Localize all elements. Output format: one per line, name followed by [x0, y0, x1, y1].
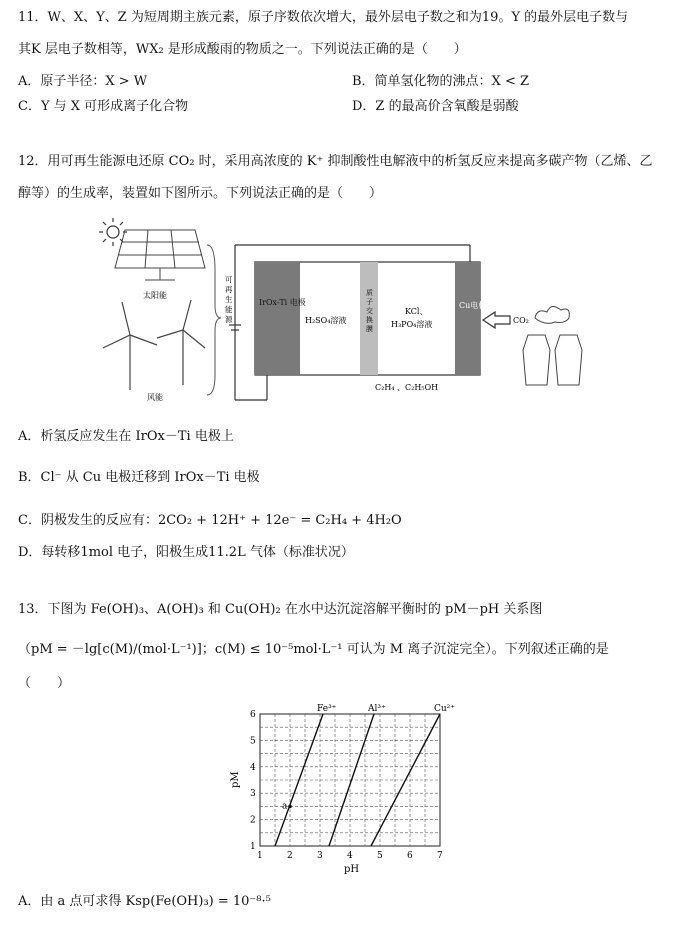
q11-stem-line2: 其K 层电子数相等，WX₂ 是形成酸雨的物质之一。下列说法正确的是（ ） [18, 42, 467, 57]
chart-x-axis-label: pH [344, 864, 360, 875]
q13-stem-line2: （pM = －lg[c(M)/(mol·L⁻¹)]；c(M) ≤ 10⁻⁵mol·L⁻¹ 可认为 M 离子沉淀完全）。下列叙述正确的是 [18, 642, 609, 657]
q12-stem-line2: 醇等）的生成率，装置如下图所示。下列说法正确的是（ ） [18, 186, 383, 201]
catholyte-label-2: H₃PO₄溶液 [391, 320, 433, 329]
solar-panel-icon [115, 230, 205, 280]
point-a-marker [288, 805, 292, 809]
membrane-label: 质子交换膜 [366, 289, 373, 333]
q12-option-d: D．每转移1mol 电子，阳极生成11.2L 气体（标准状况） [18, 545, 354, 560]
q11-option-d: D．Z 的最高价含氧酸是弱酸 [352, 99, 519, 114]
y-tick-label: 4 [250, 762, 256, 773]
y-tick-label: 2 [250, 815, 256, 826]
cathode-electrode [455, 262, 480, 375]
co2-inlet-arrow-icon [483, 312, 510, 328]
chart-grid [260, 714, 440, 846]
q12-option-a: A．析氢反应发生在 IrOx－Ti 电极上 [18, 429, 234, 444]
electrolysis-apparatus-diagram [95, 210, 605, 410]
q12-stem-line1: 12．用可再生能源电还原 CO₂ 时，采用高浓度的 K⁺ 抑制酸性电解液中的析氢反应来提高多碳产物（乙烯、乙 [18, 154, 653, 169]
chart-ticks [250, 710, 443, 861]
cathode-label: Cu电极 [459, 301, 487, 310]
chart-y-axis-label: pM [230, 771, 241, 788]
q11-option-b: B．简单氢化物的沸点：X < Z [352, 74, 529, 89]
y-tick-label: 1 [250, 842, 256, 852]
x-tick-label: 1 [257, 851, 263, 861]
q13-stem-line1: 13．下图为 Fe(OH)₃、A(OH)₃ 和 Cu(OH)₂ 在水中达沉淀溶解平衡时的 pM－pH 关系图 [18, 602, 543, 617]
x-tick-label: 4 [347, 851, 353, 861]
catholyte-label-1: KCl、 [405, 307, 428, 316]
co2-label: CO₂ [513, 316, 529, 325]
anode-electrode [255, 262, 300, 375]
q11-option-c: C．Y 与 X 可形成离子化合物 [18, 99, 189, 114]
anolyte-label: H₂SO₄溶液 [305, 316, 347, 325]
wind-label: 风能 [147, 393, 163, 402]
x-tick-label: 5 [377, 851, 383, 861]
x-tick-label: 7 [437, 851, 443, 861]
x-tick-label: 6 [407, 851, 413, 861]
q13-stem-line3: （ ） [18, 676, 71, 691]
q11-option-a: A．原子半径：X > W [18, 74, 148, 89]
point-a-label: a [282, 801, 288, 812]
solar-label: 太阳能 [143, 291, 167, 300]
q13-option-a: A．由 a 点可求得 Ksp(Fe(OH)₃) = 10⁻⁸·⁵ [18, 894, 271, 909]
y-tick-label: 6 [250, 710, 256, 720]
series-label-0: Fe³⁺ [317, 704, 337, 714]
q12-option-c: C．阴极发生的反应有：2CO₂ + 12H⁺ + 12e⁻ = C₂H₄ + 4H₂O [18, 513, 402, 528]
factory-icon [523, 306, 582, 385]
y-tick-label: 5 [250, 736, 256, 747]
x-tick-label: 2 [287, 851, 293, 861]
x-tick-label: 3 [317, 851, 323, 861]
series-label-2: Cu²⁺ [434, 704, 456, 714]
y-tick-label: 3 [250, 789, 256, 800]
q12-option-b: B．Cl⁻ 从 Cu 电极迁移到 IrOx－Ti 电极 [18, 470, 260, 485]
series-label-1: Al³⁺ [368, 704, 386, 714]
q11-stem-line1: 11．W、X、Y、Z 为短周期主族元素，原子序数依次增大，最外层电子数之和为19。Y 的最外层电子数与 [18, 10, 629, 25]
renewable-source-label: 可再生能源 [225, 275, 233, 324]
anode-label: IrOx-Ti 电极 [259, 298, 306, 307]
pm-ph-chart [228, 700, 468, 878]
products-label: C₂H₄ 、C₂H₅OH [375, 383, 439, 392]
brace [207, 245, 221, 395]
wind-turbine-icon [103, 300, 205, 390]
